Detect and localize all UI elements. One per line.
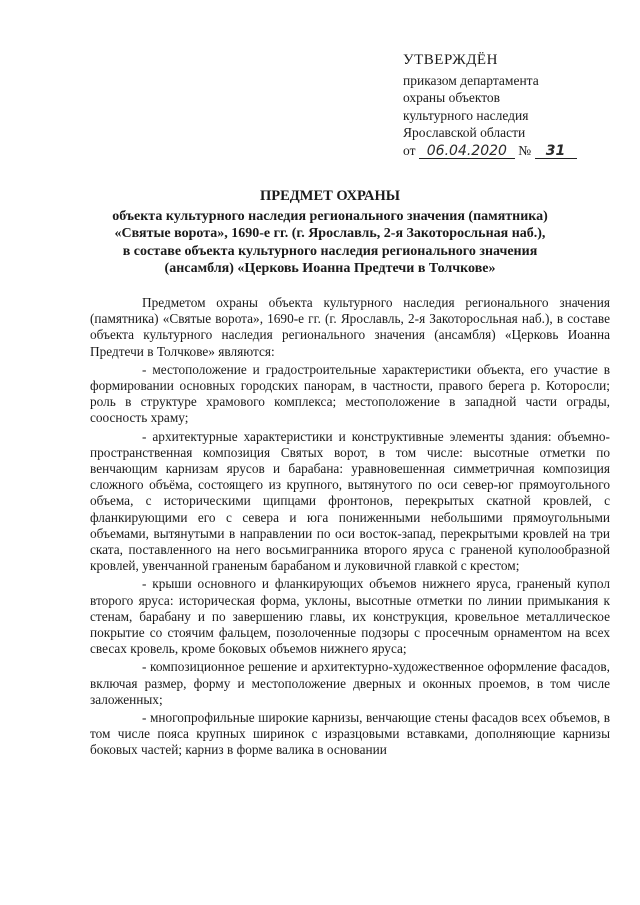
approval-line: приказом департамента xyxy=(403,72,539,88)
heading-line: «Святые ворота», 1690-е гг. (г. Ярославль, 2-я Закоторосльная наб.), xyxy=(114,226,546,241)
document-title: ПРЕДМЕТ ОХРАНЫ xyxy=(259,188,401,204)
approval-line: охраны объектов xyxy=(403,90,501,105)
list-item: - композиционное решение и архитектурно-художественное оформление фасадов, включая размер, форму и местоположение дверных и оконных проемов, в том числе заложенных; xyxy=(90,659,610,707)
order-date-handwritten: 06.04.2020 xyxy=(419,144,515,159)
approval-line: культурного наследия xyxy=(403,107,529,123)
heading-line: в составе объекта культурного наследия регионального значения xyxy=(122,243,538,259)
list-item: - архитектурные характеристики и конструктивные элементы здания: объемно-пространственная композиция Святых ворот, в том числе: высотные отметки по венчающим карнизам ярусов и барабана: уравновешенная симметричная композиция сложного объёма, состоящего из крупного, вытянутого по оси север-юг прямоугольного объема, с историческими щипцами фронтонов, перекрытых скатной кровлей, с фланкирующими его с севера и юга пониженными небольшими прямоугольными объемами, вытянутыми в направлении по оси восток-запад, перекрытыми кровлей на три ската, поставленного на него восьмигранника второго яруса с граненой куполообразной кровлей, увенчанной граненым барабаном и луковичной главкой с крестом; xyxy=(90,428,610,574)
list-item: - многопрофильные широкие карнизы, венчающие стены фасадов всех объемов, в том числе пояса крупных ширинок с изразцовыми вставками, дополняющие карнизы боковых частей; карниз в форме валика в основании xyxy=(90,710,610,758)
approval-line: Ярославской области xyxy=(403,125,526,140)
document-heading xyxy=(95,188,565,278)
intro-paragraph: Предметом охраны объекта культурного наследия регионального значения (памятника) «Святые ворота», 1690-е гг. (г. Ярославль, 2-я Закоторосльная наб.), в составе объекта культурного наследия регионального значения (ансамбля) «Церковь Иоанна Предтечи в Толчкове» являются: xyxy=(90,295,610,359)
document-body xyxy=(90,295,610,759)
approval-block xyxy=(403,52,623,159)
list-item: - местоположение и градостроительные характеристики объекта, его участие в формировании основных городских панорам, в частности, правого берега р. Которосли; роль в структуре храмового комплекса; местоположение в западной части ограды, соосность храму; xyxy=(90,361,610,426)
heading-line: (ансамбля) «Церковь Иоанна Предтечи в Толчкове» xyxy=(164,261,496,276)
heading-line: объекта культурного наследия регионального значения (памятника) xyxy=(112,208,548,224)
order-number-sign: № xyxy=(518,142,532,158)
list-item: - крыши основного и фланкирующих объемов нижнего яруса, граненый купол второго яруса: историческая форма, уклоны, высотные отметки по линии примыкания к стенам, барабану и по завершению главы, их конструкция, кровельное металлическое покрытие со стоячим фальцем, позолоченные подзоры с просечным орнаментом на всех свесах кровель, кроме боковых объемов нижнего яруса; xyxy=(90,576,610,657)
order-number-handwritten: 31 xyxy=(535,144,577,159)
order-line xyxy=(403,142,623,160)
approval-title: УТВЕРЖДЁН xyxy=(403,52,498,68)
order-prefix: от xyxy=(403,142,416,158)
